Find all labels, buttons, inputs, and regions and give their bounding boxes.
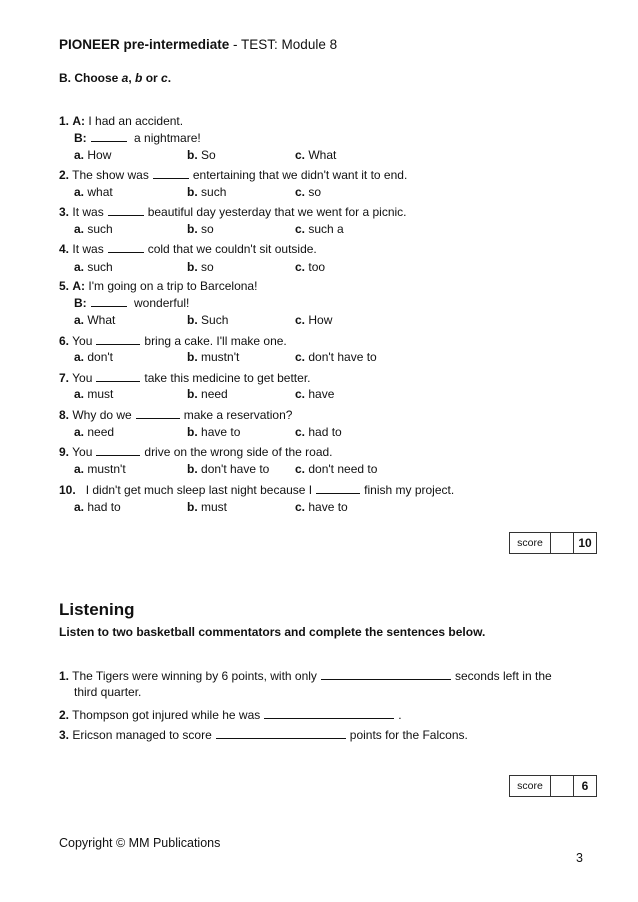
question-1-line-2 bbox=[74, 131, 201, 145]
option-label: a. bbox=[74, 387, 85, 401]
test-title: - TEST: Module 8 bbox=[229, 37, 338, 52]
question-text: beautiful day yesterday that we went for a picnic. bbox=[147, 205, 407, 219]
question-1 bbox=[59, 114, 183, 128]
option-text: have to bbox=[201, 425, 241, 439]
listening-instruction: Listen to two basketball commentators and complete the sentences below. bbox=[59, 625, 486, 639]
question-3 bbox=[59, 205, 407, 219]
option-text: don't have to bbox=[308, 350, 377, 364]
option-a[interactable] bbox=[74, 500, 121, 514]
option-text: so bbox=[201, 222, 214, 236]
answer-blank[interactable] bbox=[108, 214, 144, 216]
score-box-section-b bbox=[509, 532, 597, 554]
question-text: I didn't get much sleep last night because I bbox=[85, 483, 313, 497]
option-label: a. bbox=[74, 222, 85, 236]
option-label: a. bbox=[74, 462, 85, 476]
option-text: mustn't bbox=[87, 462, 126, 476]
question-text: a nightmare! bbox=[130, 131, 201, 145]
copyright-notice: Copyright © MM Publications bbox=[59, 836, 221, 850]
listening-item-1 bbox=[59, 669, 552, 683]
choice-a-letter: a bbox=[121, 71, 129, 85]
option-b[interactable] bbox=[187, 425, 240, 439]
option-a[interactable] bbox=[74, 222, 113, 236]
question-number: 3. bbox=[59, 205, 70, 219]
page-number: 3 bbox=[576, 851, 583, 865]
option-b[interactable] bbox=[187, 148, 216, 162]
option-text: had to bbox=[87, 500, 121, 514]
option-b[interactable] bbox=[187, 222, 214, 236]
answer-blank[interactable] bbox=[91, 305, 127, 307]
item-text: The Tigers were winning by 6 points, with only bbox=[72, 669, 317, 683]
option-text: such bbox=[87, 222, 113, 236]
listening-item-3 bbox=[59, 728, 468, 742]
option-label: b. bbox=[187, 462, 198, 476]
option-text: Such bbox=[201, 313, 229, 327]
section-b-or: or bbox=[142, 71, 162, 85]
question-9 bbox=[59, 445, 333, 459]
question-4 bbox=[59, 242, 317, 256]
question-text: finish my project. bbox=[364, 483, 455, 497]
option-c[interactable] bbox=[295, 387, 334, 401]
option-text: have bbox=[308, 387, 335, 401]
question-5-line-2 bbox=[74, 296, 189, 310]
speaker-label: A: bbox=[72, 114, 86, 128]
item-text: . bbox=[398, 708, 402, 722]
option-label: b. bbox=[187, 148, 198, 162]
option-text: such bbox=[87, 260, 113, 274]
question-text: The show was bbox=[72, 168, 149, 182]
section-b-dot: . bbox=[167, 71, 172, 85]
option-label: a. bbox=[74, 350, 85, 364]
question-text: take this medicine to get better. bbox=[144, 371, 311, 385]
option-c[interactable] bbox=[295, 260, 325, 274]
question-text: It was bbox=[72, 205, 104, 219]
option-label: b. bbox=[187, 500, 198, 514]
option-text: had to bbox=[308, 425, 342, 439]
option-b[interactable] bbox=[187, 313, 228, 327]
answer-blank[interactable] bbox=[153, 177, 189, 179]
section-b-prefix: B. Choose bbox=[59, 71, 122, 85]
question-text: make a reservation? bbox=[183, 408, 293, 422]
option-a[interactable] bbox=[74, 313, 115, 327]
score-box-listening bbox=[509, 775, 597, 797]
question-text: Why do we bbox=[72, 408, 132, 422]
question-text: entertaining that we didn't want it to end. bbox=[192, 168, 408, 182]
question-number: 10. bbox=[59, 483, 76, 497]
listening-item-1-line-2: third quarter. bbox=[74, 685, 142, 699]
question-text: You bbox=[72, 445, 93, 459]
question-text: wonderful! bbox=[130, 296, 190, 310]
question-text: You bbox=[72, 334, 93, 348]
score-label: score bbox=[510, 776, 551, 796]
speaker-label: B: bbox=[74, 131, 87, 145]
option-c[interactable] bbox=[295, 425, 342, 439]
option-text: So bbox=[201, 148, 216, 162]
option-label: c. bbox=[295, 387, 306, 401]
option-label: c. bbox=[295, 260, 306, 274]
option-text: How bbox=[308, 313, 333, 327]
option-text: such a bbox=[308, 222, 344, 236]
option-c[interactable] bbox=[295, 313, 332, 327]
option-text: too bbox=[308, 260, 326, 274]
option-label: a. bbox=[74, 148, 85, 162]
option-text: have to bbox=[308, 500, 348, 514]
option-c[interactable] bbox=[295, 462, 377, 476]
option-text: such bbox=[201, 185, 227, 199]
option-label: b. bbox=[187, 350, 198, 364]
option-text: what bbox=[87, 185, 113, 199]
question-5 bbox=[59, 279, 257, 293]
question-text: cold that we couldn't sit outside. bbox=[147, 242, 317, 256]
option-a[interactable] bbox=[74, 387, 113, 401]
answer-blank[interactable] bbox=[264, 717, 394, 719]
question-8 bbox=[59, 408, 292, 422]
answer-blank[interactable] bbox=[316, 492, 360, 494]
item-text: points for the Falcons. bbox=[349, 728, 468, 742]
question-text: I had an accident. bbox=[85, 114, 184, 128]
option-label: c. bbox=[295, 148, 306, 162]
answer-blank[interactable] bbox=[136, 417, 180, 419]
option-label: c. bbox=[295, 185, 306, 199]
item-number: 3. bbox=[59, 728, 70, 742]
option-c[interactable] bbox=[295, 222, 344, 236]
answer-blank[interactable] bbox=[96, 454, 140, 456]
option-b[interactable] bbox=[187, 462, 269, 476]
option-b[interactable] bbox=[187, 387, 228, 401]
option-a[interactable] bbox=[74, 260, 113, 274]
question-text: drive on the wrong side of the road. bbox=[144, 445, 333, 459]
option-label: b. bbox=[187, 185, 198, 199]
choice-b-letter: b bbox=[135, 71, 143, 85]
option-label: b. bbox=[187, 313, 198, 327]
listening-item-2 bbox=[59, 708, 402, 722]
option-label: a. bbox=[74, 260, 85, 274]
speaker-label: A: bbox=[72, 279, 86, 293]
question-number: 1. bbox=[59, 114, 70, 128]
option-c[interactable] bbox=[295, 148, 336, 162]
option-a[interactable] bbox=[74, 425, 114, 439]
option-text: don't need to bbox=[308, 462, 378, 476]
question-2 bbox=[59, 168, 407, 182]
option-label: b. bbox=[187, 425, 198, 439]
question-number: 5. bbox=[59, 279, 70, 293]
answer-blank[interactable] bbox=[91, 140, 127, 142]
question-10 bbox=[59, 483, 454, 497]
answer-blank[interactable] bbox=[108, 251, 144, 253]
option-label: c. bbox=[295, 425, 306, 439]
score-max-value: 10 bbox=[578, 536, 592, 550]
score-entry-field[interactable] bbox=[551, 776, 574, 796]
answer-blank[interactable] bbox=[321, 678, 451, 680]
question-number: 2. bbox=[59, 168, 70, 182]
option-text: need bbox=[201, 387, 228, 401]
option-label: c. bbox=[295, 500, 306, 514]
score-entry-field[interactable] bbox=[551, 533, 574, 553]
question-number: 7. bbox=[59, 371, 70, 385]
item-number: 1. bbox=[59, 669, 70, 683]
option-label: c. bbox=[295, 313, 306, 327]
question-number: 9. bbox=[59, 445, 70, 459]
option-text: so bbox=[201, 260, 214, 274]
option-text: What bbox=[87, 313, 116, 327]
speaker-label: B: bbox=[74, 296, 87, 310]
choice-c-letter: c bbox=[161, 71, 168, 85]
option-a[interactable] bbox=[74, 185, 113, 199]
option-text: What bbox=[308, 148, 337, 162]
option-c[interactable] bbox=[295, 350, 377, 364]
section-b-heading bbox=[59, 71, 171, 85]
question-text: I'm going on a trip to Barcelona! bbox=[85, 279, 258, 293]
score-max-value: 6 bbox=[581, 779, 589, 793]
question-number: 4. bbox=[59, 242, 70, 256]
option-text: How bbox=[87, 148, 112, 162]
item-text: Thompson got injured while he was bbox=[72, 708, 261, 722]
listening-title: Listening bbox=[59, 600, 135, 619]
option-text: so bbox=[308, 185, 322, 199]
item-number: 2. bbox=[59, 708, 70, 722]
option-label: b. bbox=[187, 387, 198, 401]
brand-title: PIONEER pre-intermediate bbox=[59, 37, 230, 52]
question-number: 6. bbox=[59, 334, 70, 348]
question-text: bring a cake. I'll make one. bbox=[144, 334, 287, 348]
option-text: don't bbox=[87, 350, 114, 364]
answer-blank[interactable] bbox=[96, 343, 140, 345]
score-label: score bbox=[510, 533, 551, 553]
option-b[interactable] bbox=[187, 260, 214, 274]
question-6 bbox=[59, 334, 287, 348]
option-label: b. bbox=[187, 260, 198, 274]
option-label: a. bbox=[74, 185, 85, 199]
option-label: b. bbox=[187, 222, 198, 236]
option-label: a. bbox=[74, 313, 85, 327]
question-text: You bbox=[72, 371, 93, 385]
item-text: Ericson managed to score bbox=[72, 728, 212, 742]
question-7 bbox=[59, 371, 311, 385]
question-text: It was bbox=[72, 242, 104, 256]
option-b[interactable] bbox=[187, 350, 239, 364]
page-header bbox=[59, 37, 337, 52]
option-text: must bbox=[201, 500, 228, 514]
section-b-comma: , bbox=[128, 71, 136, 85]
option-label: c. bbox=[295, 462, 306, 476]
item-text: seconds left in the bbox=[454, 669, 552, 683]
option-b[interactable] bbox=[187, 500, 227, 514]
option-text: mustn't bbox=[201, 350, 240, 364]
option-c[interactable] bbox=[295, 500, 348, 514]
answer-blank[interactable] bbox=[216, 737, 346, 739]
option-a[interactable] bbox=[74, 462, 126, 476]
option-label: c. bbox=[295, 350, 306, 364]
option-text: need bbox=[87, 425, 115, 439]
option-a[interactable] bbox=[74, 350, 113, 364]
option-a[interactable] bbox=[74, 148, 111, 162]
option-b[interactable] bbox=[187, 185, 226, 199]
option-c[interactable] bbox=[295, 185, 321, 199]
option-label: a. bbox=[74, 425, 85, 439]
answer-blank[interactable] bbox=[96, 380, 140, 382]
option-text: don't have to bbox=[201, 462, 270, 476]
question-number: 8. bbox=[59, 408, 70, 422]
option-label: a. bbox=[74, 500, 85, 514]
option-text: must bbox=[87, 387, 114, 401]
option-label: c. bbox=[295, 222, 306, 236]
